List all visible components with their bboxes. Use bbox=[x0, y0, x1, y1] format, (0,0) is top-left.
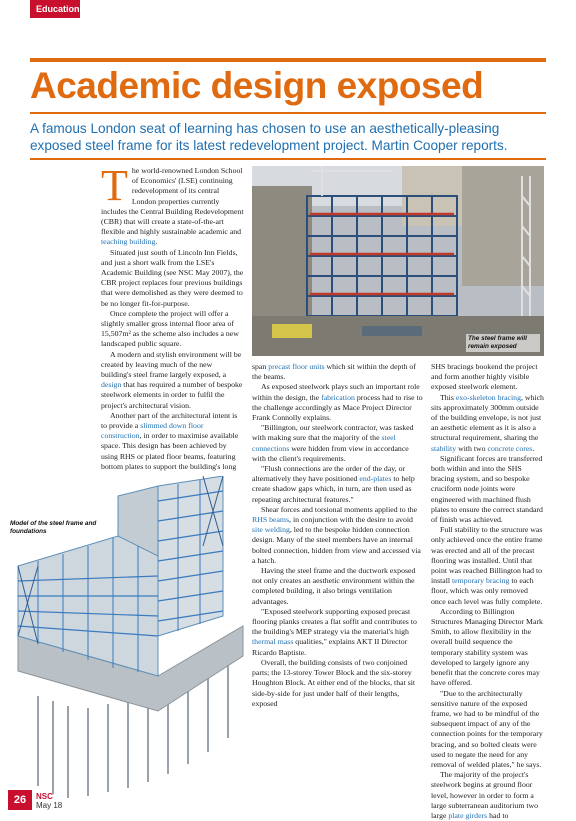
text: . bbox=[532, 443, 535, 453]
standfirst: A famous London seat of learning has chosen to use an aesthetically-pleasing exposed steel frame for its latest redevelopment project. Martin Cooper reports. bbox=[30, 121, 508, 153]
text: had to bbox=[487, 810, 509, 820]
text: process had to rise to the challenge accordingly as Mace Project Director Frank Connolly explains. bbox=[252, 392, 423, 423]
paragraph bbox=[431, 525, 544, 607]
link-temporary-bracing[interactable]: temporary bracing bbox=[452, 576, 510, 586]
text: he world-renowned London School of Economics' (LSE) continuing redevelopment of its central London properties currently includes the Central Building Redevelopment (CBR) that will create a state-of-the-art flexible and highly sustainable academic and bbox=[101, 166, 244, 237]
text: to help create shadow gaps which, in turn, are then used as repeating architectural features." bbox=[252, 474, 415, 504]
text: As exposed steelwork plays such an important role within the design, the bbox=[252, 382, 420, 402]
text: , led to the bespoke hidden connection design. Many of the steel members have an internal bolted connection, hidden from view and accessed via a hatch. bbox=[252, 525, 421, 565]
text: The majority of the project's steelwork begins at ground floor level, however in order to form a large subterranean auditorium two large bbox=[431, 770, 539, 820]
text: "Exposed steelwork supporting exposed precast flooring planks creates a flat soffit and contributes to the building's MEP strategy via the material's high bbox=[252, 606, 417, 637]
link-steel-connections[interactable]: steel connections bbox=[252, 433, 396, 453]
paragraph: Overall, the building consists of two conjoined parts; the 13-storey Tower Block and the six-storey Houghton Block. At either end of the blocks, that sit side-by-side for just under half of their lengths, exposed bbox=[252, 657, 416, 708]
standfirst-rule bbox=[30, 158, 546, 160]
magazine-name: NSC bbox=[36, 792, 53, 801]
dropcap: T bbox=[101, 161, 128, 210]
construction-photo bbox=[252, 166, 544, 356]
headline-rule bbox=[30, 112, 546, 114]
paragraph: According to Billington Structures Managing Director Mark Smith, to allow flexibility in the overall build sequence the temporary stability system was developed to largely ignore any benefit that the concrete cores may have offered. bbox=[431, 606, 543, 688]
paragraph bbox=[101, 411, 244, 472]
text: span bbox=[252, 362, 269, 371]
link-concrete-cores[interactable]: concrete cores bbox=[487, 443, 533, 453]
text: This bbox=[440, 392, 456, 402]
text: with two bbox=[456, 443, 488, 453]
text: "Flush connections are the order of the day, or alternatively they have positioned bbox=[252, 464, 406, 484]
paragraph: Having the steel frame and the ductwork exposed not only creates an aesthetic environment within the completed building, it also brings ventilation advantages. bbox=[252, 566, 416, 606]
page-number: 26 bbox=[8, 790, 32, 810]
model-caption: Model of the steel frame and foundations bbox=[10, 520, 97, 535]
top-rule bbox=[30, 58, 546, 62]
link-exo-skeleton-bracing[interactable]: exo-skeleton bracing bbox=[455, 392, 521, 402]
text: A modern and stylish environment will be created by leaving much of the new building's steel frame largely exposed, a bbox=[101, 349, 242, 380]
column-3 bbox=[431, 362, 544, 821]
text: , in conjunction with the desire to avoid bbox=[289, 515, 413, 525]
construction-photo-icon bbox=[252, 166, 544, 356]
paragraph: Once complete the project will offer a slightly smaller gross internal floor area of 15,507m² as the scheme also includes a new landscaped public square. bbox=[101, 308, 239, 349]
paragraph bbox=[431, 770, 544, 821]
paragraph bbox=[252, 607, 423, 658]
paragraph: "Due to the architecturally sensitive nature of the exposed frame, we had to be mindful of the subsequent impact of any of the connection points for the temporary bracing, and so bolted cleats were used to negate the need for any removal of welded plates," he says. bbox=[431, 688, 543, 769]
paragraph bbox=[252, 382, 423, 423]
paragraph: Situated just south of Lincoln Inn Fields, and just a short walk from the LSE's Academic Building (see NSC May 2007), the CBR project replaces four previous buildings that were demolished as they were deemed to be no longer fit-for-purpose. bbox=[101, 247, 244, 308]
paragraph bbox=[252, 464, 423, 505]
link-design[interactable]: design bbox=[101, 380, 122, 390]
text: , in order to maximise available space. This design has been achieved by using RHS or plated floor beams, featuring bottom plates to support the building's long bbox=[101, 431, 239, 471]
link-stability[interactable]: stability bbox=[431, 443, 457, 453]
link-plate-girders[interactable]: plate girders bbox=[448, 810, 488, 820]
text: Shear forces and torsional moments applied to the bbox=[261, 504, 418, 514]
link-fabrication[interactable]: fabrication bbox=[321, 392, 355, 402]
headline: Academic design exposed bbox=[30, 65, 484, 106]
paragraph: SHS bracings bookend the project and form another highly visible exposed steelwork element. bbox=[431, 362, 538, 392]
link-end-plates[interactable]: end-plates bbox=[359, 474, 392, 484]
text: "Billington, our steelwork contractor, was tasked with making sure that the majority of the bbox=[252, 423, 414, 443]
text: that has required a number of bespoke steelwork elements in order to fulfil the project's architectural vision. bbox=[101, 380, 243, 410]
text: . bbox=[155, 237, 158, 247]
text: which sit within the depth of the beams. bbox=[252, 362, 416, 382]
text: , which sits approximately 300mm outside of the building envelope, is not just an aesthetic element as it is also a structural requirement, sharing the bbox=[431, 392, 544, 443]
column-2 bbox=[252, 362, 423, 709]
paragraph: Significant forces are transferred both within and into the SHS bracing system, and so bespoke cruciform node joints were engineered with machined flush plates to ensure the correct standard of finish was achieved. bbox=[431, 453, 543, 525]
paragraph bbox=[252, 505, 423, 566]
text: Full stability to the structure was only achieved once the entire frame was erected and all of the precast flooring was installed. Until that point was reached Billington had to install bbox=[431, 525, 543, 586]
paragraph bbox=[252, 423, 423, 464]
paragraph bbox=[101, 350, 244, 411]
paragraph bbox=[252, 362, 423, 382]
section-tag: Education bbox=[30, 0, 80, 18]
photo-caption: The steel frame will remain exposed bbox=[466, 334, 540, 352]
paragraph bbox=[431, 393, 544, 454]
link-precast-floor-units[interactable]: precast floor units bbox=[268, 362, 325, 371]
text: Another part of the architectural intent is to provide a bbox=[101, 410, 238, 431]
issue-date: May 18 bbox=[36, 801, 63, 810]
link-teaching-building[interactable]: teaching building bbox=[101, 237, 156, 247]
text: were hidden from view in accordance with the client's requirements. bbox=[252, 443, 409, 463]
link-site-welding[interactable]: site welding bbox=[252, 525, 290, 535]
link-thermal-mass[interactable]: thermal mass bbox=[252, 637, 294, 647]
link-slimmed-floor[interactable]: slimmed down floor construction bbox=[101, 421, 204, 441]
paragraph bbox=[101, 161, 244, 248]
text: qualities," explains AKT II Director Ricardo Baptiste. bbox=[252, 637, 408, 657]
link-rhs-beams[interactable]: RHS beams bbox=[252, 515, 290, 525]
column-1 bbox=[101, 161, 244, 472]
text: to each floor, which was only removed once each level was fully complete. bbox=[431, 576, 543, 606]
